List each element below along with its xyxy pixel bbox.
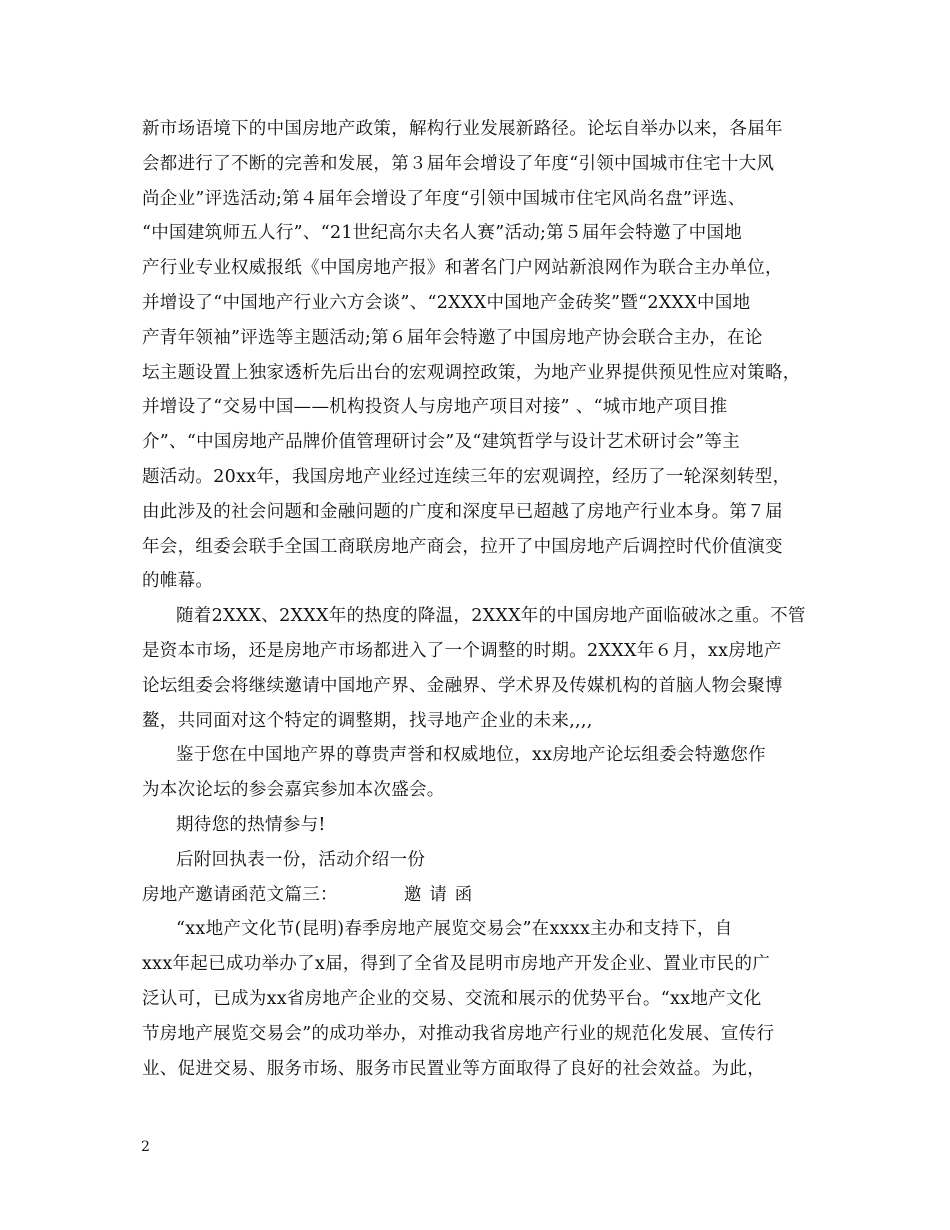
text-line: 新市场语境下的中国房地产政策，解构行业发展新路径。论坛自举办以来，各届年 <box>142 119 783 139</box>
text-line: “中国建筑师五人行”、“21世纪高尔夫名人赛”活动;第５届年会特邀了中国地 <box>142 223 743 244</box>
text-line: 产行业专业权威报纸《中国房地产报》和著名门户网站新浪网作为联合主办单位， <box>142 258 783 279</box>
text-line: 并增设了“中国地产行业六方会谈”、“2XXX中国地产金砖奖”暨“2XXX中国地 <box>142 292 751 313</box>
page-number: 2 <box>141 1139 150 1155</box>
section-heading <box>142 878 832 913</box>
text-line: 为本次论坛的参会嘉宾参加本次盛会。 <box>142 780 445 801</box>
text-line: xxx年起已成功举办了x届，得到了全省及昆明市房地产开发企业、置业市民的广 <box>142 954 771 975</box>
text-line: 业、促进交易、服务市场、服务市民置业等方面取得了良好的社会效益。为此， <box>142 1058 765 1079</box>
paragraph-start-line: “xx地产文化节(昆明)春季房地产展览交易会”在xxxx主办和支持下，自 <box>176 919 733 940</box>
text-line: 论坛组委会将继续邀请中国地产界、金融界、学术界及传媒机构的首脑人物会聚博 <box>142 675 783 696</box>
text-line: 节房地产展览交易会”的成功举办，对推动我省房地产行业的规范化发展、宣传行 <box>142 1023 775 1044</box>
section-heading-label: 房地产邀请函范文篇三： <box>142 884 338 905</box>
document-body <box>142 112 832 1086</box>
paragraph-start-line: 鉴于您在中国地产界的尊贵声誉和权威地位，xx房地产论坛组委会特邀您作 <box>176 745 766 766</box>
paragraph-start-line: 后附回执表一份，活动介绍一份 <box>176 849 426 870</box>
text-line: 题活动。20xx年，我国房地产业经过连续三年的宏观调控，经历了一轮深刻转型， <box>142 466 791 487</box>
text-line: 的帷幕。 <box>142 571 214 592</box>
paragraph-start-line: 期待您的热情参与! <box>176 814 326 835</box>
section-heading-title: 邀请函 <box>403 884 481 905</box>
text-line: 鳌，共同面对这个特定的调整期，找寻地产企业的未来,,,, <box>142 710 593 731</box>
text-line: 坛主题设置上独家透析先后出台的宏观调控政策，为地产业界提供预见性应对策略， <box>142 362 801 383</box>
paragraph-start-line: 随着2XXX、2XXX年的热度的降温，2XXX年的中国房地产面临破冰之重。不管 <box>176 606 806 627</box>
text-line: 尚企业”评选活动;第４届年会增设了年度“引领中国城市住宅风尚名盘”评选、 <box>142 188 746 209</box>
text-line: 介”、“中国房地产品牌价值管理研讨会”及“建筑哲学与设计艺术研讨会”等主 <box>142 432 741 453</box>
text-line: 产青年领袖”评选等主题活动;第６届年会特邀了中国房地产协会联合主办，在论 <box>142 327 763 348</box>
text-line: 并增设了“交易中国——机构投资人与房地产项目对接” 、“城市地产项目推 <box>142 397 728 418</box>
text-line: 年会，组委会联手全国工商联房地产商会，拉开了中国房地产后调控时代价值演变 <box>142 536 783 557</box>
text-line: 由此涉及的社会问题和金融问题的广度和深度早已超越了房地产行业本身。第７届 <box>142 501 783 522</box>
text-line: 是资本市场，还是房地产市场都进入了一个调整的时期。2XXX年６月，xx房地产 <box>142 640 782 661</box>
text-line: 泛认可，已成为xx省房地产企业的交易、交流和展示的优势平台。“xx地产文化 <box>142 988 762 1009</box>
text-line: 会都进行了不断的完善和发展，第３届年会增设了年度“引领中国城市住宅十大风 <box>142 153 775 174</box>
